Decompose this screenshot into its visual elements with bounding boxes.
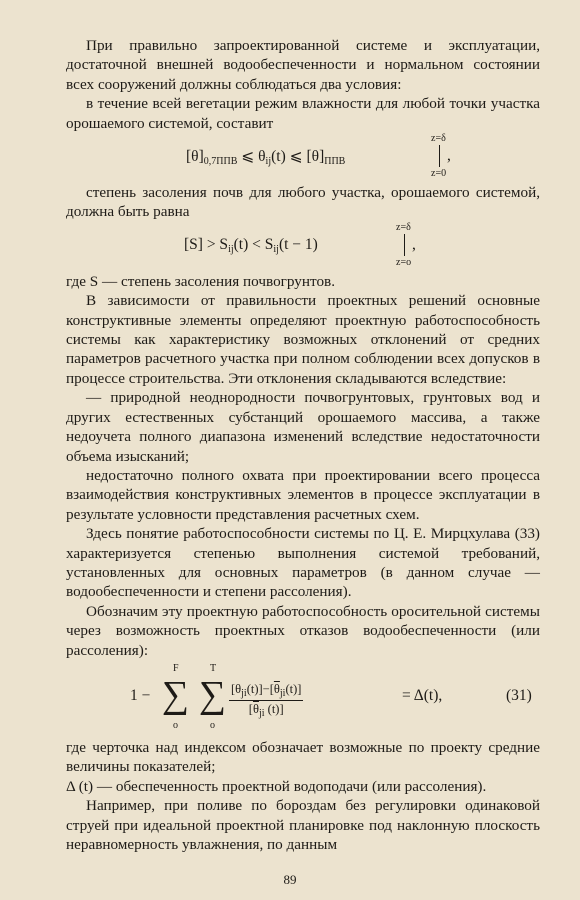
formula-salinity-lower-limit: z=o [396,256,412,268]
formula-salinity-expression: $[S] > S_{ij}(t) < S_{ij}(t - 1)$ [184,235,318,255]
paragraph-moisture-condition: в течение всей вегетации режим влажности для любой точки участка орошаемого системой, составит [66,95,540,132]
paragraph-salinity-definition: где S — степень засоления почвогрунтов. [66,272,336,290]
formula-31-sum2-sigma-icon: ∑ [199,673,227,716]
delta-symbol: Δ (t) [66,777,94,795]
formula-moisture-comma: , [447,147,451,165]
formula-moisture-expression: $[\theta]_{0,7ППВ}$ ⩽ $\theta_{ij}(t)$ ⩽ $[\theta]_{ППВ}$ [186,148,346,168]
formula-31-number: (31) [506,686,532,704]
formula-moisture [66,133,540,183]
formula-salinity-upper-limit: z=δ [396,221,411,233]
paragraph-notation: Обозначим эту проектную работоспособность оросительной системы через возможность проектных отказов водообеспеченности (или рассоления): [66,602,540,659]
formula-moisture-lower-limit: z=0 [431,168,447,180]
formula-31-rhs: = Δ(t), [402,686,443,704]
formula-salinity [66,222,540,272]
formula-31-numerator: $[\theta_{ji}(t)]-[\overline{\theta}_{ji}(t)]$ [231,681,302,699]
paragraph-design-solutions: В зависимости от правильности проектных решений основные конструктивные элементы определяют проектную работоспособность системы как характеристику возможных отклонений от средних параметров расчетного участка при полном соблюдении всех допусков в процессе строительства. Эти отклонения складываются вследствие: [66,292,540,387]
formula-31-sum2-upper: T [210,662,217,674]
formula-31 [66,660,540,738]
page-number: 89 [283,872,297,887]
formula-31-sum2-lower: o [210,719,215,731]
formula-moisture-eval-bar [439,145,440,167]
formula-31-lead: 1 − [130,686,151,704]
formula-31-fraction [229,682,303,719]
formula-31-sum1-upper: F [173,662,179,674]
paragraph-bar-meaning: где черточка над индексом обозначает возможные по проекту средние величины показателей; [66,738,540,776]
paragraph-furrow-example: Например, при поливе по бороздам без регулировки одинаковой струей при идеальной проектной планировке под наклонную плоскость неравномерность увлажнения, по данным [66,797,540,853]
formula-moisture-upper-limit: z=δ [431,133,446,145]
formula-31-denominator: [$\overline{\theta}_{ji}$ (t)] [248,701,284,719]
paragraph-operability-definition: Здесь понятие работоспособности системы по Ц. Е. Мирцхулава (33) характеризуется степенью выполнения системой требований, установленных для основных параметров (в данном случае — водообеспеченности и степени рассоления). [66,525,540,601]
paragraph-delta-definition: Δ (t) — обеспеченность проектной водоподачи (или рассоления). [66,777,487,795]
formula-31-sum1-lower: o [173,719,178,731]
paragraph-natural-heterogeneity: — природной неоднородности почвогрунтовых, грунтовых вод и других естественных субстанций орошаемого массива, а также недоучета полного диапазона изменений вследствие недостаточности объема изысканий; [66,389,540,465]
paragraph-conditions-intro: При правильно запроектированной системе и эксплуатации, достаточной внешней водообеспеченности и нормальном состоянии всех сооружений должны соблюдаться два условия: [66,37,540,93]
paragraph-incomplete-coverage: недостаточно полного охвата при проектировании всего процесса взаимодействия конструктивных элементов в процессе эксплуатации в результате условности представления расчетных схем. [66,466,540,523]
formula-salinity-comma: , [412,235,416,253]
formula-31-sum1-sigma-icon: ∑ [162,673,190,716]
paragraph-salinity-condition: степень засоления почв для любого участка, орошаемого системой, должна быть равна [66,184,540,221]
formula-salinity-eval-bar [404,234,405,256]
